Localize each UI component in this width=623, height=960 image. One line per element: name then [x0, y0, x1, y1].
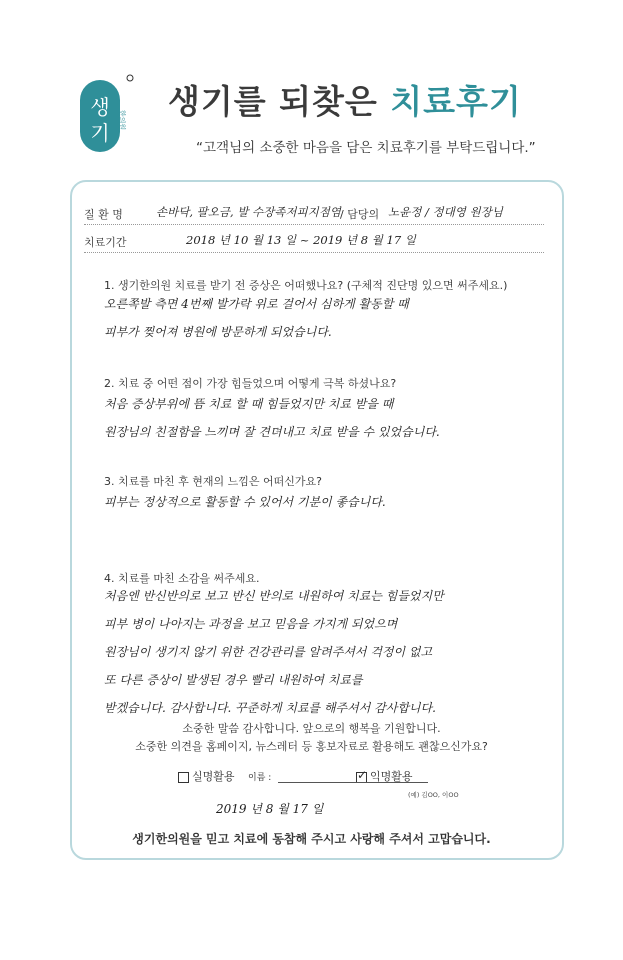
period-value: 2018 년 10 월 13 일 ~ 2019 년 8 월 17 일 — [186, 233, 416, 247]
question-3-title: 3. 치료를 마친 후 현재의 느낌은 어떠신가요? — [104, 475, 322, 488]
answer-line: 또 다른 증상이 발생된 경우 빨리 내원하여 치료를 — [104, 673, 363, 687]
disease-row — [84, 206, 123, 222]
checkbox-icon[interactable] — [178, 772, 189, 783]
logo-text-bottom: 기 — [90, 121, 110, 145]
question-4-title: 4. 치료를 마친 소감을 써주세요. — [104, 572, 260, 585]
answer-line: 피부 병이 나아지는 과정을 보고 믿음을 가지게 되었으며 — [104, 617, 398, 631]
subtitle: “고객님의 소중한 마음을 담은 치료후기를 부탁드립니다.” — [196, 140, 536, 156]
title-plain: 생기를 되찾은 — [168, 82, 391, 121]
period-label: 치료기간 — [84, 236, 127, 249]
page-title — [168, 76, 522, 123]
title-accent: 치료후기 — [390, 82, 522, 121]
divider — [84, 252, 544, 253]
checked-checkbox-icon[interactable]: ✓ — [357, 767, 368, 782]
question-2-title: 2. 치료 중 어떤 점이 가장 힘들었으며 어떻게 극복 하셨나요? — [104, 377, 397, 390]
answer-line: 처음엔 반신반의로 보고 반신 반의로 내원하여 치료는 힘들었지만 — [104, 589, 444, 603]
question-1-answer — [104, 290, 534, 346]
answer-line: 원장님이 생기지 않기 위한 건강관리를 알려주셔서 걱정이 없고 — [104, 645, 433, 659]
logo-sub: 한의원 — [118, 109, 126, 131]
real-name-option[interactable] — [178, 768, 271, 784]
question-1-title: 1. 생기한의원 치료를 받기 전 증상은 어떠했나요? (구체적 진단명 있으면 써주세요.) — [104, 279, 508, 292]
divider — [84, 224, 544, 225]
answer-line: 처음 증상부위에 뜸 치료 할 때 힘들었지만 치료 받을 때 — [104, 397, 394, 411]
clinic-logo — [78, 72, 146, 154]
question-4-answer — [104, 582, 534, 722]
name-label: 이름 : — [248, 773, 272, 783]
anonymous-label: 익명활용 — [370, 770, 413, 783]
answer-line: 원장님의 친절함을 느끼며 잘 견뎌내고 치료 받을 수 있었습니다. — [104, 425, 440, 439]
thanks-text: 소중한 말씀 감사합니다. 앞으로의 행복을 기원합니다. — [182, 722, 441, 735]
date-value: 2019 년 8 월 17 일 — [216, 802, 324, 816]
answer-line: 오른쪽발 측면 4번째 발가락 위로 걸어서 심하게 활동할 때 — [104, 297, 409, 311]
question-2-answer — [104, 390, 534, 446]
doctor-value: 노윤정 / 정대영 원장님 — [388, 205, 503, 219]
real-name-label: 실명활용 — [192, 770, 235, 783]
closing-text: 생기한의원을 믿고 치료에 동참해 주시고 사랑해 주셔서 고맙습니다. — [132, 832, 491, 846]
example-text: (예) 김OO, 이OO — [408, 791, 459, 799]
logo-text-top: 생 — [90, 95, 110, 119]
disease-label: 질 환 명 — [84, 208, 123, 221]
question-3-answer — [104, 488, 534, 516]
name-underline — [278, 782, 428, 783]
consent-text: 소중한 의견을 홈페이지, 뉴스레터 등 홍보자료로 활용해도 괜찮으신가요? — [135, 740, 488, 753]
disease-value: 손바닥, 팔오금, 발 수장족저피지점염 — [156, 205, 341, 219]
doctor-label: / 담당의 — [340, 208, 380, 221]
answer-line: 받겠습니다. 감사합니다. 꾸준하게 치료를 해주셔서 감사합니다. — [104, 701, 436, 715]
answer-line: 피부가 찢어져 병원에 방문하게 되었습니다. — [104, 325, 332, 339]
answer-line: 피부는 정상적으로 활동할 수 있어서 기분이 좋습니다. — [104, 495, 386, 509]
